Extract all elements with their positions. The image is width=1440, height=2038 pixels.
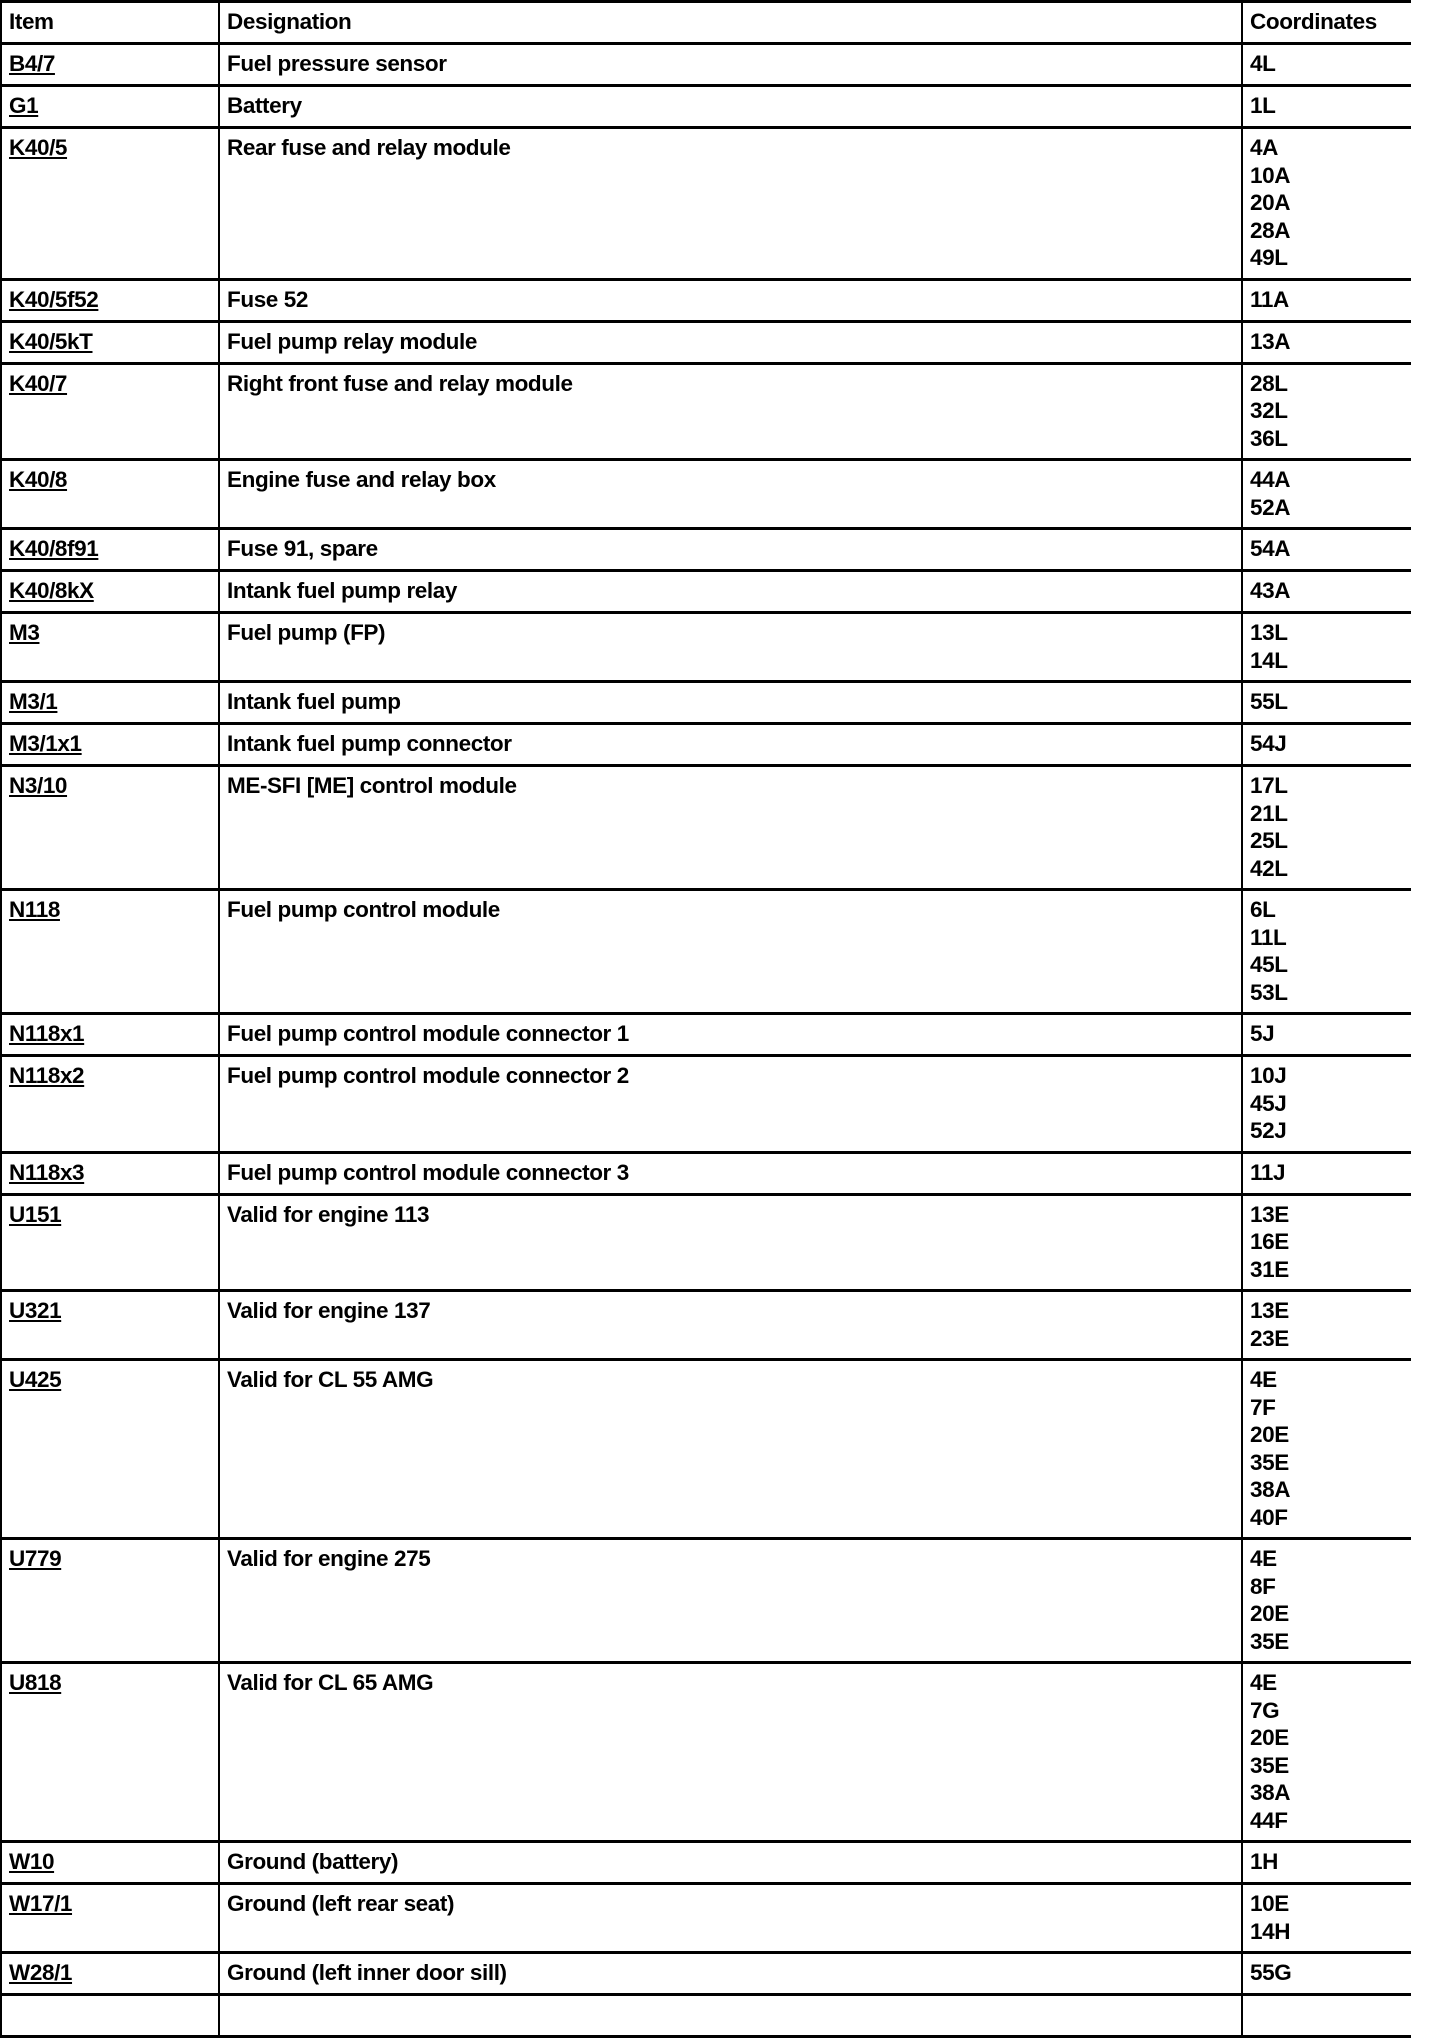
designation-cell: Ground (left rear seat) (219, 1884, 1242, 1953)
coordinates-cell (1242, 1953, 1411, 1995)
coordinate-value: 20E (1250, 1725, 1289, 1750)
item-link[interactable]: K40/8 (9, 467, 68, 492)
coordinate-value: 11J (1250, 1159, 1286, 1185)
item-cell (1, 766, 219, 890)
empty-cell (1, 1995, 219, 2037)
coordinate-value: 20E (1250, 1422, 1289, 1447)
designation-cell: Rear fuse and relay module (219, 128, 1242, 280)
empty-cell (1242, 1995, 1411, 2037)
coordinate-value: 21L (1250, 800, 1288, 826)
table-row (1, 613, 1411, 682)
table-row (1, 766, 1411, 890)
designation-cell: Fuel pump control module connector 3 (219, 1152, 1242, 1194)
table-row (1, 321, 1411, 363)
item-link[interactable]: U425 (9, 1367, 62, 1392)
table-row (1, 1953, 1411, 1995)
item-link[interactable]: W10 (9, 1849, 55, 1874)
item-cell (1, 613, 219, 682)
coordinates-cell (1242, 1884, 1411, 1953)
coordinate-value: 4L (1250, 51, 1276, 76)
coordinates-cell (1242, 1360, 1411, 1539)
coordinate-value: 53L (1250, 979, 1288, 1005)
item-cell (1, 279, 219, 321)
coordinate-value: 14H (1250, 1918, 1291, 1944)
coordinate-value: 10A (1250, 162, 1291, 188)
coordinate-value: 36L (1250, 425, 1288, 451)
item-link[interactable]: B4/7 (9, 51, 55, 76)
item-cell (1, 321, 219, 363)
item-cell (1, 1014, 219, 1056)
item-cell (1, 529, 219, 571)
item-link[interactable]: N3/10 (9, 773, 68, 798)
coordinates-cell (1242, 1152, 1411, 1194)
item-link[interactable]: W17/1 (9, 1891, 73, 1916)
table-row (1, 1884, 1411, 1953)
coordinate-value: 28A (1250, 217, 1291, 243)
designation-cell: Valid for CL 55 AMG (219, 1360, 1242, 1539)
item-cell (1, 1842, 219, 1884)
table-row (1, 1663, 1411, 1842)
table-row-empty (1, 1995, 1411, 2037)
coordinate-value: 35E (1250, 1628, 1289, 1654)
coordinates-cell (1242, 1663, 1411, 1842)
coordinates-cell (1242, 529, 1411, 571)
coordinates-cell (1242, 363, 1411, 460)
item-link[interactable]: U779 (9, 1546, 62, 1571)
table-row (1, 1152, 1411, 1194)
coordinates-cell (1242, 1539, 1411, 1663)
coordinates-cell (1242, 460, 1411, 529)
coordinate-value: 54J (1250, 731, 1287, 756)
table-row (1, 682, 1411, 724)
empty-cell (219, 1995, 1242, 2037)
item-cell (1, 724, 219, 766)
coordinates-cell (1242, 1291, 1411, 1360)
coordinate-value: 55G (1250, 1960, 1292, 1985)
item-link[interactable]: K40/5f52 (9, 286, 99, 312)
coordinate-value: 38A (1250, 1780, 1291, 1805)
item-link[interactable]: N118 (9, 897, 60, 922)
table-row (1, 1291, 1411, 1360)
item-cell (1, 682, 219, 724)
coordinate-value: 23E (1250, 1325, 1289, 1351)
item-cell (1, 1056, 219, 1153)
coordinate-value: 40F (1250, 1504, 1288, 1530)
coordinate-value: 32L (1250, 398, 1288, 423)
coordinate-value: 7G (1250, 1697, 1280, 1723)
coordinate-value: 1L (1250, 93, 1276, 118)
designation-cell: Right front fuse and relay module (219, 363, 1242, 460)
coordinate-value: 4E (1250, 1546, 1277, 1571)
coordinate-value: 17L (1250, 773, 1288, 798)
designation-cell: Fuse 52 (219, 279, 1242, 321)
item-link[interactable]: U151 (9, 1201, 62, 1227)
coordinate-value: 14L (1250, 647, 1288, 673)
coordinate-value: 1H (1250, 1849, 1278, 1874)
coordinate-value: 20E (1250, 1601, 1289, 1626)
coordinate-value: 35E (1250, 1449, 1289, 1475)
table-row (1, 529, 1411, 571)
coordinates-cell (1242, 279, 1411, 321)
coordinate-value: 10J (1250, 1063, 1287, 1088)
item-cell (1, 1953, 219, 1995)
table-row (1, 128, 1411, 280)
coordinate-value: 11A (1250, 286, 1289, 312)
coordinate-value: 13E (1250, 1298, 1289, 1323)
item-link[interactable]: K40/5kT (9, 328, 93, 354)
table-row (1, 1056, 1411, 1153)
designation-cell: Intank fuel pump connector (219, 724, 1242, 766)
table-row (1, 279, 1411, 321)
item-link[interactable]: K40/7 (9, 370, 68, 396)
coordinates-cell (1242, 321, 1411, 363)
designation-cell: Intank fuel pump relay (219, 571, 1242, 613)
designation-cell: Ground (battery) (219, 1842, 1242, 1884)
coordinate-value: 7F (1250, 1394, 1276, 1420)
coordinate-value: 4A (1250, 135, 1278, 160)
coordinate-value: 45L (1250, 952, 1288, 977)
coordinates-cell (1242, 571, 1411, 613)
coordinates-cell (1242, 44, 1411, 86)
coordinate-value: 45J (1250, 1090, 1287, 1116)
coordinates-cell (1242, 724, 1411, 766)
table-row (1, 363, 1411, 460)
coordinate-value: 11L (1250, 924, 1287, 950)
coordinate-value: 52A (1250, 494, 1291, 520)
coordinate-value: 4E (1250, 1367, 1277, 1392)
designation-cell: ME-SFI [ME] control module (219, 766, 1242, 890)
coordinate-value: 25L (1250, 828, 1288, 853)
designation-cell: Fuel pump control module (219, 890, 1242, 1014)
designation-cell: Battery (219, 86, 1242, 128)
item-link[interactable]: K40/8kX (9, 578, 94, 603)
item-cell (1, 1539, 219, 1663)
coordinate-value: 54A (1250, 536, 1291, 561)
item-link[interactable]: U321 (9, 1298, 62, 1323)
coordinate-value: 6L (1250, 897, 1276, 922)
column-header-coordinates: Coordinates (1242, 2, 1411, 44)
coordinate-value: 38A (1250, 1477, 1291, 1502)
item-cell (1, 1663, 219, 1842)
item-cell (1, 1194, 219, 1291)
item-link[interactable]: G1 (9, 93, 39, 118)
coordinate-value: 44A (1250, 467, 1291, 492)
table-row (1, 1360, 1411, 1539)
designation-cell: Fuel pressure sensor (219, 44, 1242, 86)
table-row (1, 1194, 1411, 1291)
coordinate-value: 13E (1250, 1201, 1289, 1227)
item-link[interactable]: M3/1x1 (9, 731, 82, 756)
item-cell (1, 571, 219, 613)
item-cell (1, 1152, 219, 1194)
table-row (1, 1539, 1411, 1663)
item-link[interactable]: W28/1 (9, 1960, 73, 1985)
coordinates-cell (1242, 128, 1411, 280)
item-cell (1, 1360, 219, 1539)
item-cell (1, 460, 219, 529)
coordinate-value: 43A (1250, 578, 1291, 603)
designation-cell: Valid for engine 137 (219, 1291, 1242, 1360)
table-header-row (1, 2, 1411, 44)
coordinate-value: 10E (1250, 1891, 1289, 1916)
item-cell (1, 363, 219, 460)
coordinates-cell (1242, 890, 1411, 1014)
designation-cell: Fuse 91, spare (219, 529, 1242, 571)
item-cell (1, 86, 219, 128)
coordinates-cell (1242, 1842, 1411, 1884)
column-header-designation: Designation (219, 2, 1242, 44)
designation-cell: Fuel pump control module connector 2 (219, 1056, 1242, 1153)
designation-cell: Valid for CL 65 AMG (219, 1663, 1242, 1842)
item-cell (1, 890, 219, 1014)
coordinate-value: 20A (1250, 190, 1291, 215)
item-link[interactable]: N118x1 (9, 1021, 85, 1046)
table-row (1, 1842, 1411, 1884)
designation-cell: Valid for engine 275 (219, 1539, 1242, 1663)
coordinate-value: 13L (1250, 620, 1288, 645)
table-row (1, 86, 1411, 128)
item-cell (1, 44, 219, 86)
coordinate-value: 8F (1250, 1573, 1276, 1599)
designation-cell: Ground (left inner door sill) (219, 1953, 1242, 1995)
coordinates-cell (1242, 613, 1411, 682)
designation-cell: Fuel pump control module connector 1 (219, 1014, 1242, 1056)
designation-cell: Valid for engine 113 (219, 1194, 1242, 1291)
coordinate-value: 5J (1250, 1021, 1275, 1046)
item-link[interactable]: K40/8f91 (9, 536, 99, 561)
designation-cell: Fuel pump relay module (219, 321, 1242, 363)
coordinate-value: 4E (1250, 1670, 1277, 1695)
designation-cell: Intank fuel pump (219, 682, 1242, 724)
coordinate-value: 42L (1250, 855, 1288, 881)
item-cell (1, 1291, 219, 1360)
coordinates-cell (1242, 766, 1411, 890)
table-row (1, 44, 1411, 86)
item-link[interactable]: K40/5 (9, 135, 68, 160)
coordinate-value: 31E (1250, 1256, 1289, 1282)
coordinates-cell (1242, 86, 1411, 128)
table-row (1, 460, 1411, 529)
item-link[interactable]: N118x2 (9, 1063, 85, 1088)
coordinate-value: 49L (1250, 245, 1288, 270)
item-link[interactable]: M3/1 (9, 689, 58, 714)
coordinate-value: 28L (1250, 370, 1288, 396)
column-header-item: Item (1, 2, 219, 44)
coordinate-value: 44F (1250, 1807, 1288, 1833)
coordinate-value: 16E (1250, 1229, 1289, 1254)
coordinate-value: 52J (1250, 1118, 1287, 1143)
table-row (1, 724, 1411, 766)
item-link[interactable]: N118x3 (9, 1159, 85, 1185)
item-cell (1, 128, 219, 280)
table-body (1, 44, 1411, 2037)
coordinate-value: 35E (1250, 1752, 1289, 1778)
coordinates-cell (1242, 682, 1411, 724)
coordinates-cell (1242, 1056, 1411, 1153)
designation-cell: Engine fuse and relay box (219, 460, 1242, 529)
item-link[interactable]: M3 (9, 620, 40, 645)
item-link[interactable]: U818 (9, 1670, 62, 1695)
designation-cell: Fuel pump (FP) (219, 613, 1242, 682)
table-row (1, 571, 1411, 613)
coordinate-value: 13A (1250, 328, 1291, 354)
table-row (1, 1014, 1411, 1056)
item-cell (1, 1884, 219, 1953)
table-row (1, 890, 1411, 1014)
coordinate-value: 55L (1250, 689, 1288, 714)
coordinates-cell (1242, 1194, 1411, 1291)
coordinates-cell (1242, 1014, 1411, 1056)
